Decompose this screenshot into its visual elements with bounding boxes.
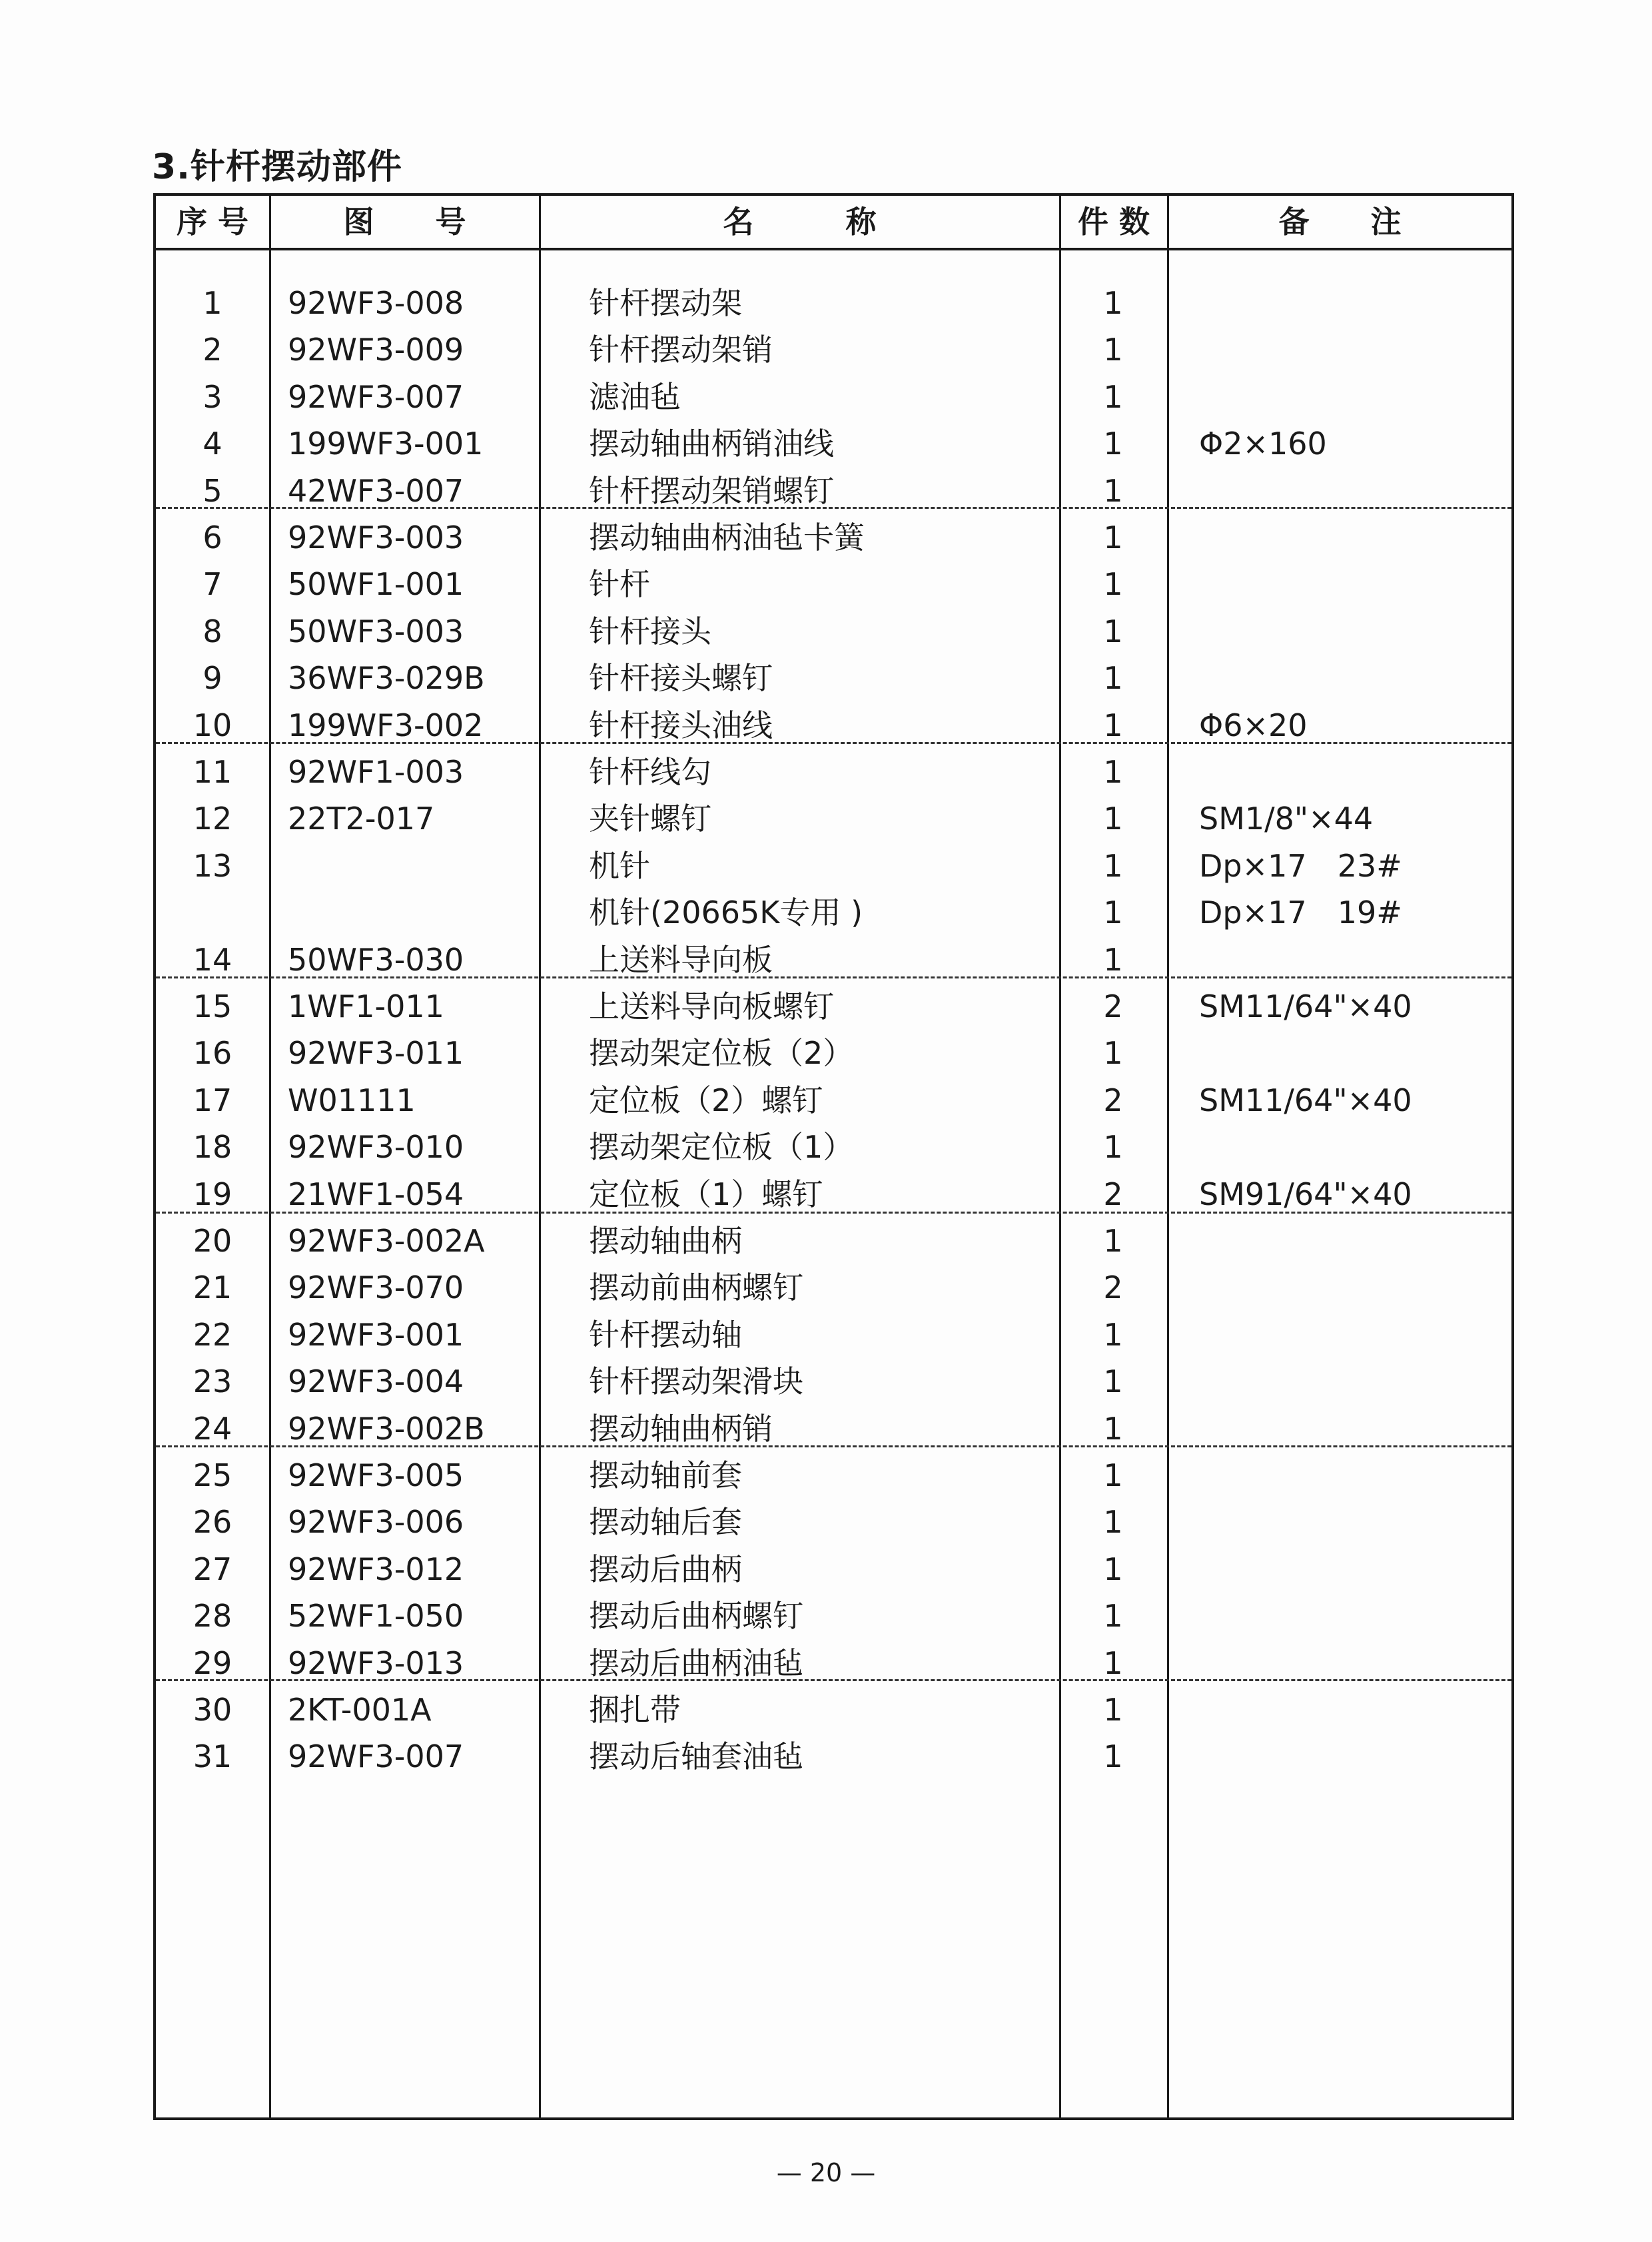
cell-drawing-no: 50WF3-003 [288,613,464,649]
group-separator [156,1212,1511,1214]
cell-qty: 1 [1103,754,1123,790]
cell-drawing-no: 22T2-017 [288,801,435,837]
cell-name: 摆动后曲柄油毡 [589,1645,803,1681]
cell-drawing-no: 92WF3-005 [288,1457,464,1493]
cell-drawing-no: 50WF1-001 [288,566,464,603]
cell-seq: 18 [193,1129,232,1166]
cell-seq: 10 [193,707,232,743]
table-row [156,655,1511,701]
cell-note: Dp×17 23# [1199,847,1402,884]
table-row [156,1077,1511,1124]
cell-note: Dp×17 19# [1199,895,1402,931]
cell-seq: 5 [203,472,222,509]
cell-qty: 1 [1103,847,1123,884]
cell-drawing-no: 92WF3-007 [288,378,464,415]
cell-note [1199,608,1512,655]
cell-qty: 1 [1103,1223,1123,1259]
cell-name: 摆动轴曲柄销油线 [589,426,834,462]
cell-seq: 3 [203,378,222,415]
table-row [156,795,1511,842]
cell-drawing-no: 50WF3-030 [288,941,464,978]
cell-name: 摆动轴曲柄销 [589,1410,773,1447]
cell-seq: 20 [193,1223,232,1259]
cell-drawing-no: 92WF3-006 [288,1504,464,1541]
cell-name: 针杆接头螺钉 [589,660,773,697]
cell-qty: 2 [1103,1270,1123,1306]
cell-note [1199,1452,1512,1499]
cell-note [1199,1124,1512,1170]
cell-qty: 2 [1103,988,1123,1024]
cell-note [1199,1686,1512,1733]
cell-seq: 27 [193,1551,232,1587]
cell-name: 捆扎带 [589,1692,681,1728]
cell-qty: 1 [1103,1598,1123,1635]
cell-name: 摆动后曲柄螺钉 [589,1598,803,1635]
cell-seq: 12 [193,801,232,837]
cell-qty: 1 [1103,1504,1123,1541]
cell-drawing-no [288,889,541,936]
cell-seq: 9 [203,660,222,697]
table-row [156,1593,1511,1639]
cell-note: SM91/64"×40 [1199,1176,1412,1212]
group-separator [156,1679,1511,1681]
table-row [156,889,1511,936]
table-row [156,1546,1511,1593]
cell-qty: 1 [1103,1129,1123,1166]
table-row [156,1264,1511,1311]
cell-qty: 1 [1103,1363,1123,1400]
cell-note [1199,374,1512,420]
cell-name: 针杆摆动架 [589,285,742,321]
table-row [156,1218,1511,1264]
table-row [156,1686,1511,1733]
cell-qty: 1 [1103,520,1123,556]
cell-name: 摆动架定位板（2） [589,1035,854,1072]
cell-note: SM11/64"×40 [1199,1082,1412,1118]
cell-drawing-no: 92WF3-009 [288,332,464,368]
cell-drawing-no: 199WF3-002 [288,707,484,743]
cell-qty: 1 [1103,285,1123,321]
cell-qty: 1 [1103,1035,1123,1072]
cell-qty: 1 [1103,707,1123,743]
cell-seq: 15 [193,988,232,1024]
cell-drawing-no: 92WF3-002B [288,1410,485,1447]
cell-qty: 1 [1103,1551,1123,1587]
cell-name: 机针 [589,847,650,884]
cell-seq: 24 [193,1410,232,1447]
cell-qty: 1 [1103,1738,1123,1775]
cell-name: 摆动轴前套 [589,1457,742,1493]
cell-seq: 28 [193,1598,232,1635]
cell-qty: 1 [1103,1692,1123,1728]
cell-seq: 2 [203,332,222,368]
cell-drawing-no: 92WF3-011 [288,1035,464,1072]
cell-seq: 23 [193,1363,232,1400]
cell-name: 摆动轴曲柄油毡卡簧 [589,520,865,556]
cell-name: 针杆摆动架销 [589,332,773,368]
cell-seq: 13 [193,847,232,884]
cell-qty: 1 [1103,566,1123,603]
cell-qty: 1 [1103,801,1123,837]
table-row [156,1124,1511,1170]
cell-note [1199,1733,1512,1780]
cell-name: 摆动前曲柄螺钉 [589,1270,803,1306]
cell-name: 上送料导向板 [589,941,773,978]
cell-qty: 1 [1103,895,1123,931]
cell-note [1199,749,1512,795]
table-row [156,374,1511,420]
cell-note [1199,514,1512,561]
page-number: — 20 — [776,2158,876,2187]
cell-seq: 11 [193,754,232,790]
cell-name: 摆动后曲柄 [589,1551,742,1587]
header-rule [156,248,1511,250]
cell-name: 上送料导向板螺钉 [589,988,834,1024]
cell-qty: 1 [1103,613,1123,649]
group-separator [156,742,1511,744]
table-row [156,1499,1511,1545]
cell-qty: 1 [1103,1645,1123,1681]
table-row [156,983,1511,1030]
header-qty: 件 数 [1077,204,1150,240]
cell-qty: 1 [1103,472,1123,509]
cell-qty: 1 [1103,1316,1123,1353]
cell-seq: 7 [203,566,222,603]
cell-name: 定位板（1）螺钉 [589,1176,823,1212]
table-row [156,1311,1511,1358]
table-row [156,561,1511,607]
cell-drawing-no: 92WF3-001 [288,1316,464,1353]
cell-name: 摆动轴后套 [589,1504,742,1541]
cell-seq: 21 [193,1270,232,1306]
cell-drawing-no: 36WF3-029B [288,660,485,697]
table-row [156,280,1511,326]
cell-note [1199,326,1512,373]
cell-drawing-no: 92WF3-012 [288,1551,464,1587]
cell-drawing-no: 92WF3-004 [288,1363,464,1400]
cell-drawing-no: 92WF1-003 [288,754,464,790]
cell-note [1199,1030,1512,1076]
cell-name: 针杆 [589,566,650,603]
table-row [156,1171,1511,1218]
cell-note [1199,655,1512,701]
cell-drawing-no: 92WF3-007 [288,1738,464,1775]
cell-drawing-no: 2KT-001A [288,1692,432,1728]
cell-seq: 25 [193,1457,232,1493]
cell-drawing-no: 52WF1-050 [288,1598,464,1635]
cell-seq: 17 [193,1082,232,1118]
table-row [156,843,1511,889]
cell-note [1199,1546,1512,1593]
cell-seq: 16 [193,1035,232,1072]
cell-note [1199,1218,1512,1264]
section-title: 3.针杆摆动部件 [152,147,402,187]
group-separator [156,507,1511,509]
cell-seq: 4 [203,426,222,462]
group-separator [156,976,1511,978]
cell-note [1199,1358,1512,1405]
cell-qty: 1 [1103,1410,1123,1447]
cell-seq: 22 [193,1316,232,1353]
cell-qty: 1 [1103,332,1123,368]
cell-note [1199,1264,1512,1311]
cell-name: 摆动后轴套油毡 [589,1738,803,1775]
cell-note: Φ6×20 [1199,707,1308,743]
cell-seq: 30 [193,1692,232,1728]
cell-drawing-no: 92WF3-013 [288,1645,464,1681]
cell-drawing-no: 92WF3-070 [288,1270,464,1306]
cell-qty: 1 [1103,1457,1123,1493]
cell-drawing-no: 1WF1-011 [288,988,444,1024]
table-row [156,1452,1511,1499]
cell-name: 摆动轴曲柄 [589,1223,742,1259]
cell-drawing-no: 21WF1-054 [288,1176,464,1212]
cell-drawing-no [288,843,541,889]
cell-seq: 6 [203,520,222,556]
cell-drawing-no: 42WF3-007 [288,472,464,509]
header-drawing-no: 图 号 [343,204,466,240]
cell-name: 定位板（2）螺钉 [589,1082,823,1118]
cell-note [1199,1311,1512,1358]
cell-note [1199,561,1512,607]
table-row [156,749,1511,795]
cell-seq [156,889,269,936]
cell-name: 针杆接头油线 [589,707,773,743]
cell-qty: 2 [1103,1176,1123,1212]
cell-qty: 1 [1103,378,1123,415]
header-name: 名 称 [723,204,877,240]
header-seq: 序 号 [176,204,248,240]
cell-note [1199,280,1512,326]
cell-drawing-no: 199WF3-001 [288,426,484,462]
table-row [156,608,1511,655]
cell-seq: 8 [203,613,222,649]
cell-name: 机针(20665K专用 ) [589,895,863,931]
table-row [156,1030,1511,1076]
cell-name: 针杆摆动架滑块 [589,1363,803,1400]
cell-seq: 19 [193,1176,232,1212]
cell-name: 夹针螺钉 [589,801,711,837]
cell-name: 针杆线勾 [589,754,711,790]
cell-drawing-no: 92WF3-002A [288,1223,485,1259]
cell-seq: 31 [193,1738,232,1775]
cell-note: Φ2×160 [1199,426,1327,462]
cell-seq: 14 [193,941,232,978]
cell-note: SM1/8"×44 [1199,801,1374,837]
cell-qty: 1 [1103,660,1123,697]
cell-qty: 1 [1103,426,1123,462]
cell-note [1199,1593,1512,1639]
cell-note: SM11/64"×40 [1199,988,1412,1024]
cell-seq: 29 [193,1645,232,1681]
cell-name: 针杆摆动架销螺钉 [589,472,834,509]
cell-drawing-no: W01111 [288,1082,416,1118]
cell-note [1199,1499,1512,1545]
table-row [156,326,1511,373]
cell-name: 针杆摆动轴 [589,1316,742,1353]
cell-drawing-no: 92WF3-008 [288,285,464,321]
table-row [156,1733,1511,1780]
table-row [156,514,1511,561]
group-separator [156,1445,1511,1447]
cell-qty: 1 [1103,941,1123,978]
parts-table [153,193,1514,2120]
cell-seq: 26 [193,1504,232,1541]
cell-name: 摆动架定位板（1） [589,1129,854,1166]
cell-name: 针杆接头 [589,613,711,649]
cell-name: 滤油毡 [589,378,681,415]
cell-seq: 1 [203,285,222,321]
cell-drawing-no: 92WF3-003 [288,520,464,556]
cell-qty: 2 [1103,1082,1123,1118]
header-note: 备 注 [1278,204,1402,240]
table-row [156,420,1511,467]
cell-drawing-no: 92WF3-010 [288,1129,464,1166]
table-row [156,1358,1511,1405]
